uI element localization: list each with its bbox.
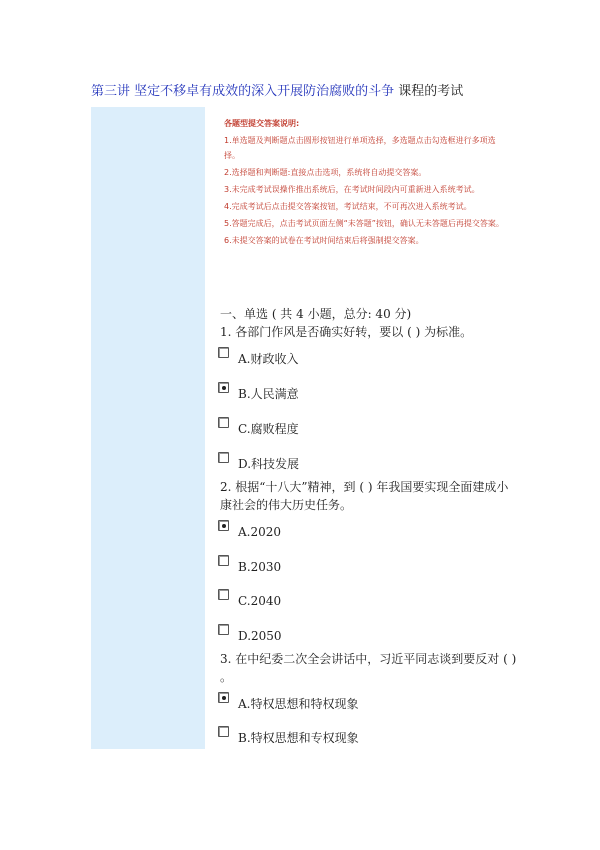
option-label: B.2030 bbox=[238, 560, 282, 574]
section-header: 一、单选 ( 共 4 小题，总分: 40 分) bbox=[220, 307, 412, 321]
option-label: B.特权思想和专权现象 bbox=[238, 731, 359, 745]
q1-option-b[interactable] bbox=[218, 383, 299, 401]
instruction-item: 1.单选题及判断题点击圆形按钮进行单项选择，多选题点击勾选框进行多项选择。 bbox=[224, 136, 496, 160]
q1-option-c[interactable] bbox=[218, 418, 299, 436]
instructions-panel bbox=[224, 116, 509, 250]
q1-option-a[interactable] bbox=[218, 348, 298, 366]
option-label: A.2020 bbox=[238, 525, 282, 539]
q2-option-d[interactable] bbox=[218, 625, 282, 643]
question-2-text: 2. 根据“十八大”精神，到 ( ) 年我国要实现全面建成小康社会的伟大历史任务。 bbox=[220, 480, 509, 512]
option-label: B.人民满意 bbox=[238, 387, 299, 401]
radio-button[interactable] bbox=[218, 417, 229, 428]
radio-button[interactable] bbox=[218, 555, 229, 566]
option-label: D.2050 bbox=[238, 629, 282, 643]
radio-button[interactable] bbox=[218, 382, 229, 393]
radio-selected-dot bbox=[222, 524, 226, 528]
instructions-heading: 各题型提交答案说明: bbox=[224, 119, 300, 128]
option-label: A.财政收入 bbox=[238, 352, 299, 366]
radio-button[interactable] bbox=[218, 452, 229, 463]
instruction-item: 2.选择题和判断题:直接点击选项，系统将自动提交答案。 bbox=[224, 168, 427, 177]
question-3-text: 3. 在中纪委二次全会讲话中，习近平同志谈到要反对 ( ) 。 bbox=[220, 652, 517, 684]
q1-option-d[interactable] bbox=[218, 453, 299, 471]
q2-option-a[interactable] bbox=[218, 521, 281, 539]
option-label: A.特权思想和特权现象 bbox=[238, 697, 359, 711]
option-label: C.2040 bbox=[238, 594, 282, 608]
q3-option-b[interactable] bbox=[218, 727, 359, 745]
course-title: 第三讲 坚定不移卓有成效的深入开展防治腐败的斗争 bbox=[91, 84, 395, 99]
left-sidebar bbox=[91, 107, 205, 749]
option-label: D.科技发展 bbox=[238, 457, 300, 471]
question-1-text: 1. 各部门作风是否确实好转，要以 ( ) 为标准。 bbox=[220, 325, 473, 339]
exam-suffix: 课程的考试 bbox=[394, 84, 464, 99]
radio-button[interactable] bbox=[218, 624, 229, 635]
radio-button[interactable] bbox=[218, 347, 229, 358]
radio-button[interactable] bbox=[218, 692, 229, 703]
radio-button[interactable] bbox=[218, 726, 229, 737]
option-label: C.腐败程度 bbox=[238, 422, 299, 436]
instruction-item: 3.未完成考试误操作推出系统后，在考试时间段内可重新进入系统考试。 bbox=[224, 185, 480, 194]
radio-selected-dot bbox=[222, 696, 226, 700]
page-title bbox=[91, 80, 463, 99]
instruction-item: 4.完成考试后点击提交答案按钮，考试结束，不可再次进入系统考试。 bbox=[224, 202, 472, 211]
q2-option-c[interactable] bbox=[218, 590, 281, 608]
radio-button[interactable] bbox=[218, 520, 229, 531]
q2-option-b[interactable] bbox=[218, 556, 281, 574]
q3-option-a[interactable] bbox=[218, 693, 358, 711]
radio-selected-dot bbox=[222, 386, 226, 390]
instruction-item: 5.答题完成后，点击考试页面左侧“未答题”按钮，确认无未答题后再提交答案。 bbox=[224, 219, 504, 228]
instruction-item: 6.未提交答案的试卷在考试时间结束后将强制提交答案。 bbox=[224, 236, 424, 245]
radio-button[interactable] bbox=[218, 589, 229, 600]
